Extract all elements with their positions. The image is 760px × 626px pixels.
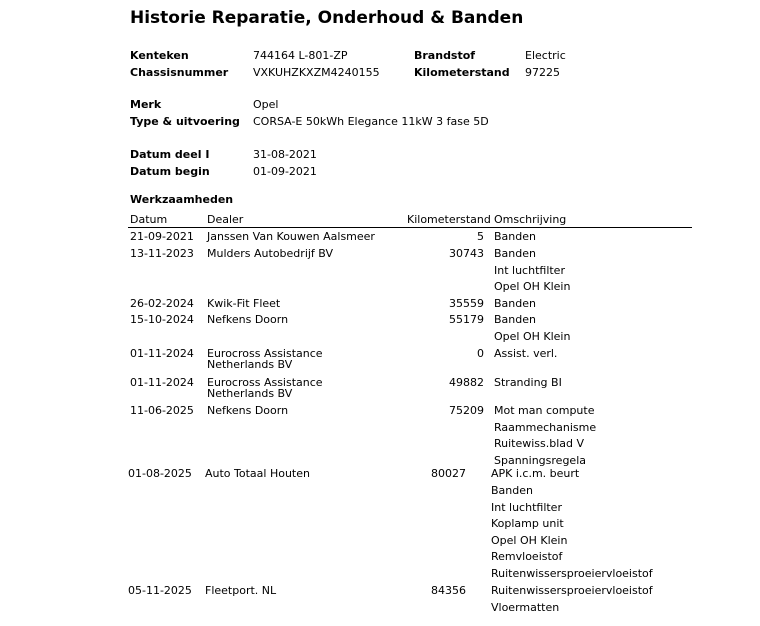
row-dealer: Auto Totaal Houten bbox=[205, 467, 310, 480]
row-description: Ruitenwissersproeiervloeistof bbox=[491, 567, 653, 580]
row-description: Banden bbox=[491, 484, 533, 497]
row-description: Stranding BI bbox=[494, 376, 562, 389]
brandstof-value: Electric bbox=[525, 49, 566, 62]
column-header-datum: Datum bbox=[130, 213, 168, 226]
row-kilometerstand: 80027 bbox=[431, 467, 466, 480]
row-description: Opel OH Klein bbox=[494, 280, 571, 293]
row-description: Banden bbox=[494, 313, 536, 326]
row-kilometerstand: 35559 bbox=[449, 297, 484, 310]
column-header-kilometerstand: Kilometerstand bbox=[407, 213, 491, 226]
type-value: CORSA-E 50kWh Elegance 11kW 3 fase 5D bbox=[253, 115, 489, 128]
row-kilometerstand: 0 bbox=[477, 347, 484, 360]
chassis-value: VXKUHZKXZM4240155 bbox=[253, 66, 380, 79]
kilometerstand-value: 97225 bbox=[525, 66, 560, 79]
row-description: Int luchtfilter bbox=[491, 501, 562, 514]
row-kilometerstand: 30743 bbox=[449, 247, 484, 260]
row-kilometerstand: 84356 bbox=[431, 584, 466, 597]
column-header-dealer: Dealer bbox=[207, 213, 244, 226]
row-description: Ruitenwissersproeiervloeistof bbox=[491, 584, 653, 597]
datum-deel1-value: 31-08-2021 bbox=[253, 148, 317, 161]
merk-value: Opel bbox=[253, 98, 279, 111]
row-kilometerstand: 55179 bbox=[449, 313, 484, 326]
row-dealer: Eurocross Assistance Netherlands BV bbox=[207, 347, 323, 371]
column-header-omschrijving: Omschrijving bbox=[494, 213, 567, 226]
row-description: Raammechanisme bbox=[494, 421, 597, 434]
datum-deel1-label: Datum deel I bbox=[130, 148, 210, 161]
row-date: 26-02-2024 bbox=[130, 297, 194, 310]
row-description: Assist. verl. bbox=[494, 347, 558, 360]
row-dealer: Nefkens Doorn bbox=[207, 313, 289, 326]
type-label: Type & uitvoering bbox=[130, 115, 240, 128]
row-date: 01-11-2024 bbox=[130, 376, 194, 389]
row-description: Int luchtfilter bbox=[494, 264, 565, 277]
row-dealer: Mulders Autobedrijf BV bbox=[207, 247, 334, 260]
section-title: Werkzaamheden bbox=[130, 193, 234, 206]
chassis-label: Chassisnummer bbox=[130, 66, 229, 79]
row-dealer: Kwik-Fit Fleet bbox=[207, 297, 281, 310]
row-description: Opel OH Klein bbox=[491, 534, 568, 547]
page-title: Historie Reparatie, Onderhoud & Banden bbox=[130, 8, 524, 28]
row-description: Ruitewiss.blad V bbox=[494, 437, 585, 450]
row-description: Banden bbox=[494, 247, 536, 260]
row-dealer: Janssen Van Kouwen Aalsmeer bbox=[207, 230, 375, 243]
row-description: Mot man compute bbox=[494, 404, 595, 417]
kilometerstand-label: Kilometerstand bbox=[414, 66, 510, 79]
row-date: 11-06-2025 bbox=[130, 404, 194, 417]
row-description: Remvloeistof bbox=[491, 550, 563, 563]
row-date: 13-11-2023 bbox=[130, 247, 194, 260]
row-kilometerstand: 49882 bbox=[449, 376, 484, 389]
row-date: 01-08-2025 bbox=[128, 467, 192, 480]
row-dealer: Eurocross Assistance Netherlands BV bbox=[207, 376, 323, 400]
row-date: 01-11-2024 bbox=[130, 347, 194, 360]
header-divider bbox=[128, 227, 692, 228]
brandstof-label: Brandstof bbox=[414, 49, 476, 62]
datum-begin-label: Datum begin bbox=[130, 165, 210, 178]
row-description: Koplamp unit bbox=[491, 517, 564, 530]
row-description: Banden bbox=[494, 297, 536, 310]
row-date: 05-11-2025 bbox=[128, 584, 192, 597]
merk-label: Merk bbox=[130, 98, 162, 111]
row-description: Vloermatten bbox=[491, 601, 560, 614]
kenteken-label: Kenteken bbox=[130, 49, 189, 62]
datum-begin-value: 01-09-2021 bbox=[253, 165, 317, 178]
row-dealer: Fleetport. NL bbox=[205, 584, 277, 597]
row-description: APK i.c.m. beurt bbox=[491, 467, 580, 480]
row-description: Spanningsregela bbox=[494, 454, 586, 467]
row-description: Opel OH Klein bbox=[494, 330, 571, 343]
kenteken-value: 744164 L-801-ZP bbox=[253, 49, 348, 62]
row-kilometerstand: 75209 bbox=[449, 404, 484, 417]
row-dealer: Nefkens Doorn bbox=[207, 404, 289, 417]
row-kilometerstand: 5 bbox=[477, 230, 484, 243]
row-description: Banden bbox=[494, 230, 536, 243]
row-date: 15-10-2024 bbox=[130, 313, 194, 326]
row-date: 21-09-2021 bbox=[130, 230, 194, 243]
